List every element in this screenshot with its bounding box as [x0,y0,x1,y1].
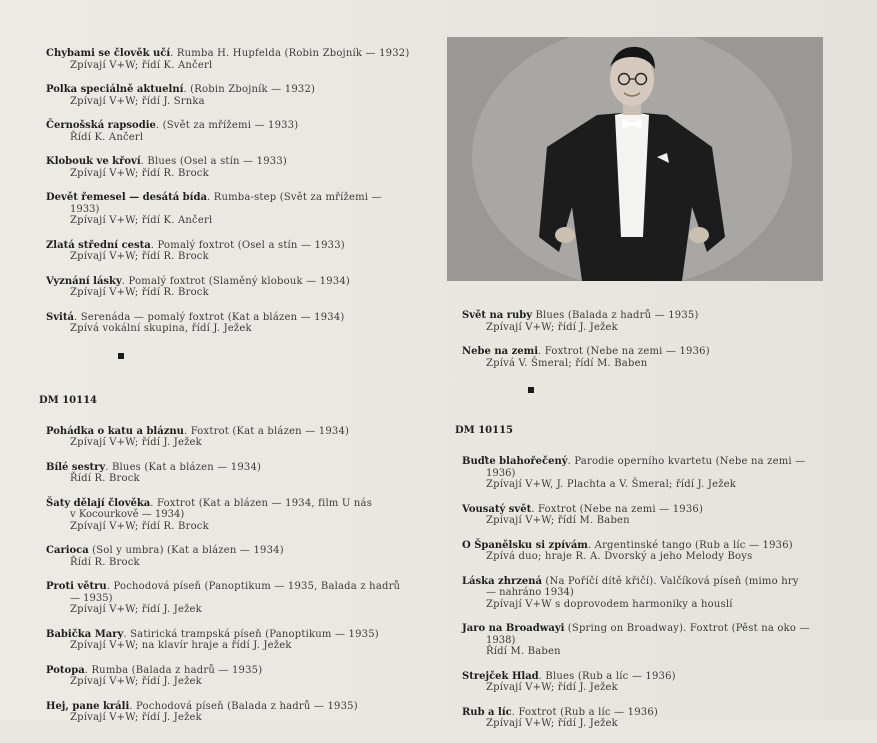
track-title: Hej, pane králi [46,700,130,712]
catalog-number: DM 10115 [455,425,514,436]
track-credit: Zpívají V+W; řídí J. Ježek [70,437,202,448]
track-description: (Spring on Broadway). Foxtrot (Pěst na oko — [564,623,810,634]
section-separator-bullet [118,353,124,359]
track-credit: Zpívá duo; hraje R. A. Dvorský a jeho Melody Boys [486,551,753,562]
track-credit: Zpívají V+W; řídí R. Brock [70,251,209,262]
track-description: . Parodie operního kvartetu (Nebe na zemi — [567,456,806,467]
track-entry [46,312,436,335]
catalog-number: DM 10114 [39,394,98,406]
track-credit: Zpívají V+W; řídí M. Baben [486,515,630,526]
track-entry [46,120,436,143]
track-entry [462,576,862,611]
track-title: Carioca [46,545,89,556]
track-description: . Rumba-step (Svět za mřížemi — [206,192,382,203]
track-description-continued: 1936) [486,467,516,479]
track-credit: Zpívá V. Šmeral; řídí M. Baben [486,357,648,369]
track-description: . Foxtrot (Kat a blázen — 1934, film U nás [150,497,373,509]
track-entry [46,276,436,299]
track-entry [46,498,436,533]
track-description: . Foxtrot (Nebe na zemi — 1936) [531,503,704,515]
track-description-continued: — nahráno 1934) [486,587,574,598]
track-description: . Pomalý foxtrot (Osel a stín — 1933) [150,239,345,251]
track-description: . Pochodová píseň (Panoptikum — 1935, Balada z hadrů [106,581,401,592]
track-description: . Foxtrot (Rub a líc — 1936) [511,706,659,718]
track-entry [462,707,862,730]
track-credit: Zpívají V+W; řídí R. Brock [70,167,209,179]
track-description: . (Robin Zbojník — 1932) [183,84,316,95]
track-description: . Rumba H. Hupfelda (Robin Zbojník — 1932) [170,48,410,59]
track-title: Chybami se člověk učí [46,48,171,59]
track-title: Jaro na Broadwayi [462,623,565,634]
track-title: Nebe na zemi [462,346,538,357]
track-description: . Blues (Kat a blázen — 1934) [105,461,262,473]
track-description: . Pomalý foxtrot (Slaměný klobouk — 1934) [121,275,351,287]
track-entry [46,192,436,227]
photo-illustration [447,37,823,281]
left-column [36,48,436,737]
track-description-continued: 1938) [486,634,516,646]
track-title: Strejček Hlad [462,670,539,682]
track-credit: Řídí R. Brock [70,473,140,484]
track-title: Buďte blahořečený [462,456,568,467]
track-title: Láska zhrzená [462,575,543,587]
track-title: Svitá [46,311,74,323]
track-entry [46,84,436,107]
track-entry [46,462,436,485]
track-description-continued: — 1935) [70,592,113,604]
track-description: . Argentinské tango (Rub a líc — 1936) [587,539,793,551]
track-description: . (Svět za mřížemi — 1933) [155,120,299,131]
track-title: Vyznání lásky [46,275,122,287]
track-credit: Zpívá vokální skupina, řídí J. Ježek [70,323,252,334]
track-description: . Pochodová píseň (Balada z hadrů — 1935) [129,700,358,712]
track-credit: Zpívají V+W, J. Plachta a V. Šmeral; řídí J. Ježek [486,479,737,490]
track-title: Potopa [46,664,85,676]
track-title: Devět řemesel — desátá bída [46,192,207,203]
track-title: Bílé sestry [46,461,106,473]
track-entry [46,545,436,568]
track-description-continued: v Kocourkově — 1934) [70,509,185,520]
right-column [452,310,862,743]
track-description: (Sol y umbra) (Kat a blázen — 1934) [88,545,284,556]
track-title: Pohádka o katu a bláznu [46,425,184,437]
track-credit: Zpívají V+W; řídí R. Brock [70,287,209,298]
track-entry [46,629,436,652]
track-description: (Na Poříčí dítě křičí). Valčíková píseň (mimo hry [542,575,799,587]
track-description: . Blues (Rub a líc — 1936) [538,670,676,682]
track-credit: Zpívají V+W; řídí J. Ježek [70,604,202,615]
track-credit: Řídí R. Brock [70,556,140,568]
track-entry [462,310,862,333]
track-entry [46,581,436,616]
track-description: . Foxtrot (Kat a blázen — 1934) [183,425,350,437]
track-description: Blues (Balada z hadrů — 1935) [532,310,699,321]
track-description: . Rumba (Balada z hadrů — 1935) [84,664,263,676]
track-credit: Zpívají V+W; řídí J. Ježek [486,682,618,693]
track-entry [462,346,862,369]
track-description: . Blues (Osel a stín — 1933) [140,156,287,167]
track-entry [462,671,862,694]
right-entries-top [452,310,862,369]
track-entry [46,701,436,724]
track-title: O Španělsku si zpívám [462,539,588,551]
track-credit: Zpívají V+W; řídí J. Ježek [486,321,618,333]
track-credit: Zpívají V+W; řídí J. Ježek [486,718,618,729]
track-entry [462,623,862,658]
track-credit: Řídí M. Baben [486,646,561,657]
left-entries-top [36,48,436,335]
track-title: Vousatý svět [462,503,532,515]
track-entry [46,48,436,71]
track-credit: Zpívají V+W; řídí K. Ančerl [70,215,213,226]
track-entry [46,426,436,449]
track-credit: Zpívají V+W; řídí R. Brock [70,520,209,532]
track-entry [462,540,862,563]
track-credit: Zpívají V+W; řídí J. Ježek [70,712,202,723]
track-title: Šaty dělají člověka [46,497,151,509]
track-credit: Zpívají V+W; řídí K. Ančerl [70,59,213,71]
track-entry [462,504,862,527]
track-credit: Řídí K. Ančerl [70,131,144,143]
track-title: Černošská rapsodie [46,120,156,131]
track-description: . Satirická trampská píseň (Panoptikum — 1935) [123,628,379,640]
track-entry [462,456,862,491]
track-entry [46,665,436,688]
left-entries-bottom [36,426,436,724]
track-title: Babička Mary [46,628,124,640]
right-entries-bottom [452,456,862,730]
track-title: Proti větru [46,581,107,592]
track-credit: Zpívají V+W; na klavír hraje a řídí J. Ježek [70,640,292,651]
track-title: Zlatá střední cesta [46,239,151,251]
track-title: Rub a líc [462,706,512,718]
track-description-continued: 1933) [70,203,100,215]
section-separator-bullet [528,387,534,393]
track-entry [46,240,436,263]
track-entry [46,156,436,179]
track-credit: Zpívají V+W; řídí J. Ježek [70,676,202,687]
track-title: Polka speciálně aktuelní [46,84,184,95]
track-credit: Zpívají V+W; řídí J. Srnka [70,95,205,107]
track-credit: Zpívají V+W s doprovodem harmoniky a houslí [486,598,733,610]
track-description: . Serenáda — pomalý foxtrot (Kat a blázen — 1934) [73,311,345,323]
track-description: . Foxtrot (Nebe na zemi — 1936) [538,346,710,357]
photo-man-in-tailcoat [447,37,823,281]
track-title: Svět na ruby [462,310,533,321]
track-title: Klobouk ve křoví [46,156,141,167]
